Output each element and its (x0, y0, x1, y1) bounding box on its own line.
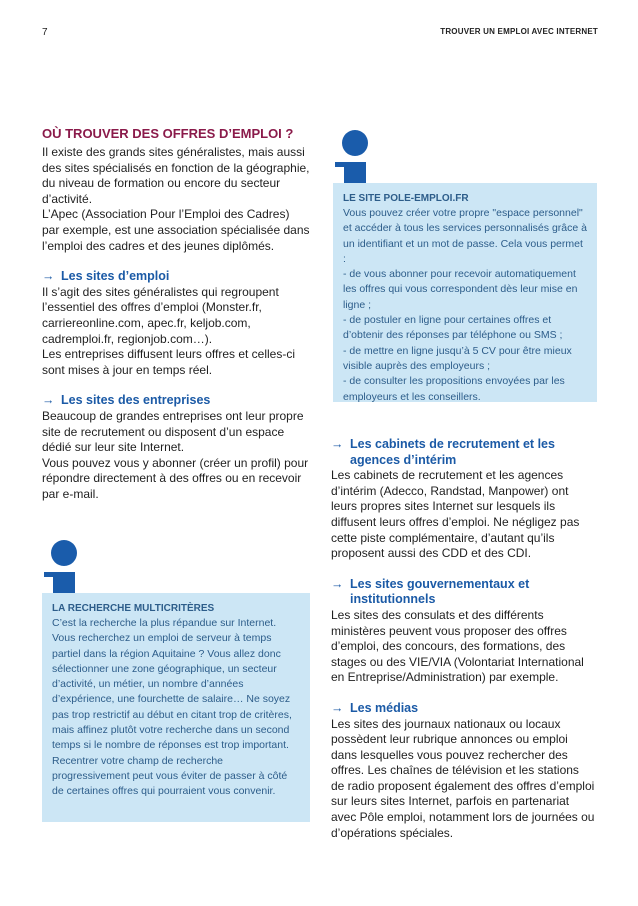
info-box-item: - de mettre en ligne jusqu’à 5 CV pour être mieux visible auprès des employeurs ; (343, 344, 572, 372)
info-box-item: - de postuler en ligne pour certaines offres et d’obtenir des réponses par téléphone ou SMS ; (343, 314, 563, 342)
medias-paragraph: Les sites des journaux nationaux ou locaux possèdent leur rubrique annonces ou emploi dans lesquelles vous pouvez rechercher des offres. Les chaînes de télévision et les stations de radio proposent également des offres d’emploi sur leurs sites Internet, parfois en partenariat avec Pôle emploi, notamment lors de journées ou d’opérations spéciales. (331, 716, 595, 840)
arrow-right-icon: → (42, 269, 55, 284)
info-box-title: LA RECHERCHE MULTICRITÈRES (52, 603, 215, 614)
subheading-text: Les cabinets de recrutement et les agences d’intérim (350, 437, 555, 467)
subheading-text: Les sites gouvernementaux et institutionnels (350, 576, 530, 607)
intro-paragraph-1: Il existe des grands sites généralistes, mais aussi des sites spécialisés en fonction de la géographie, du niveau de formation ou encore du secteur d’activité. (42, 145, 310, 206)
subheading-text: Les sites d’emploi (61, 269, 170, 284)
info-box-title: LE SITE POLE-EMPLOI.FR (343, 193, 469, 204)
sites-entreprises-paragraph-1: Beaucoup de grandes entreprises ont leur propre site de recrutement ou disposent d’un espace dédié sur leur site Internet. (42, 408, 304, 455)
arrow-right-icon: → (42, 393, 55, 408)
cabinets-paragraph: Les cabinets de recrutement et les agences d’intérim (Adecco, Randstad, Manpower) ont leurs propres sites Internet sur lesquels ils diffusent leurs offres d’emploi. Ne négligez pas cette piste complémentaire, d’autant qu’ils proposent aussi des CDD et des CDI. (331, 468, 580, 561)
page-number: 7 (42, 27, 48, 38)
arrow-right-icon: → (331, 437, 344, 451)
sites-entreprises-paragraph-2: Vous pouvez vous y abonner (créer un profil) pour répondre directement à des offres ou en recevoir par e-mail. (42, 455, 309, 501)
arrow-right-icon: → (331, 700, 344, 715)
info-box-pole-emploi (333, 183, 597, 402)
subheading-text: Les sites des entreprises (61, 393, 211, 408)
intro-paragraph-2: L’Apec (Association Pour l’Emploi des Cadres) par exemple, est une association spécialisée dans l’emploi des cadres et des jeunes diplômés. (42, 207, 310, 253)
sites-emploi-paragraph-1: Il s’agit des sites généralistes qui regroupent l’essentiel des offres d’emploi (Monster.fr, carriereonline.com, apec.fr, keljob.com, cadremploi.fr, regionjob.com…). (42, 284, 279, 346)
info-box-item: - de vous abonner pour recevoir automatiquement les offres qui vous correspondent dès leur mise en ligne ; (343, 268, 578, 311)
arrow-right-icon: → (331, 576, 344, 591)
subheading-sites-entreprises (42, 393, 310, 409)
info-box-text: C’est la recherche la plus répandue sur Internet. Vous recherchez un emploi de serveur à temps partiel dans la région Aquitaine ? Vous allez donc sélectionner une zone géographique, un secteur d’activité, un métier, un nombre d’années d’expérience, une fourchette de salaire… Ne soyez pas trop restrictif au début en citant trop de critères, mais affinez plutôt votre recherche dans un second temps si le nombre de réponses est trop important. Recentrer votre champ de recherche progressivement peut vous éviter de passer à côté de certaines offres qui pourraient vous convenir. (52, 617, 292, 798)
section-title: OÙ TROUVER DES OFFRES D’EMPLOI ? (42, 126, 294, 141)
right-column (331, 437, 595, 841)
subheading-text: Les médias (350, 700, 419, 715)
left-column (42, 126, 310, 502)
subheading-medias (331, 701, 595, 717)
info-box-recherche-multicriteres (42, 593, 310, 822)
subheading-sites-gouvernementaux (331, 577, 595, 608)
running-header: TROUVER UN EMPLOI AVEC INTERNET (440, 27, 598, 36)
subheading-sites-emploi (42, 269, 310, 285)
subheading-cabinets-recrutement (331, 437, 595, 468)
sites-emploi-paragraph-2: Les entreprises diffusent leurs offres et celles-ci sont mises à jour en temps réel. (42, 347, 296, 377)
info-box-item: - de consulter les propositions envoyées par les employeurs et les conseillers. (343, 375, 565, 403)
info-box-intro: Vous pouvez créer votre propre "espace personnel" et accéder à tous les services personnalisés grâce à un identifiant et un mot de passe. Cela vous permet : (343, 207, 587, 265)
gouvernementaux-paragraph: Les sites des consulats et des différents ministères peuvent vous proposer des offres d’emploi, des concours, des formations, des stages ou des VIE/VIA (Volontariat International en Entreprise/Administration) par exemple. (331, 607, 584, 685)
